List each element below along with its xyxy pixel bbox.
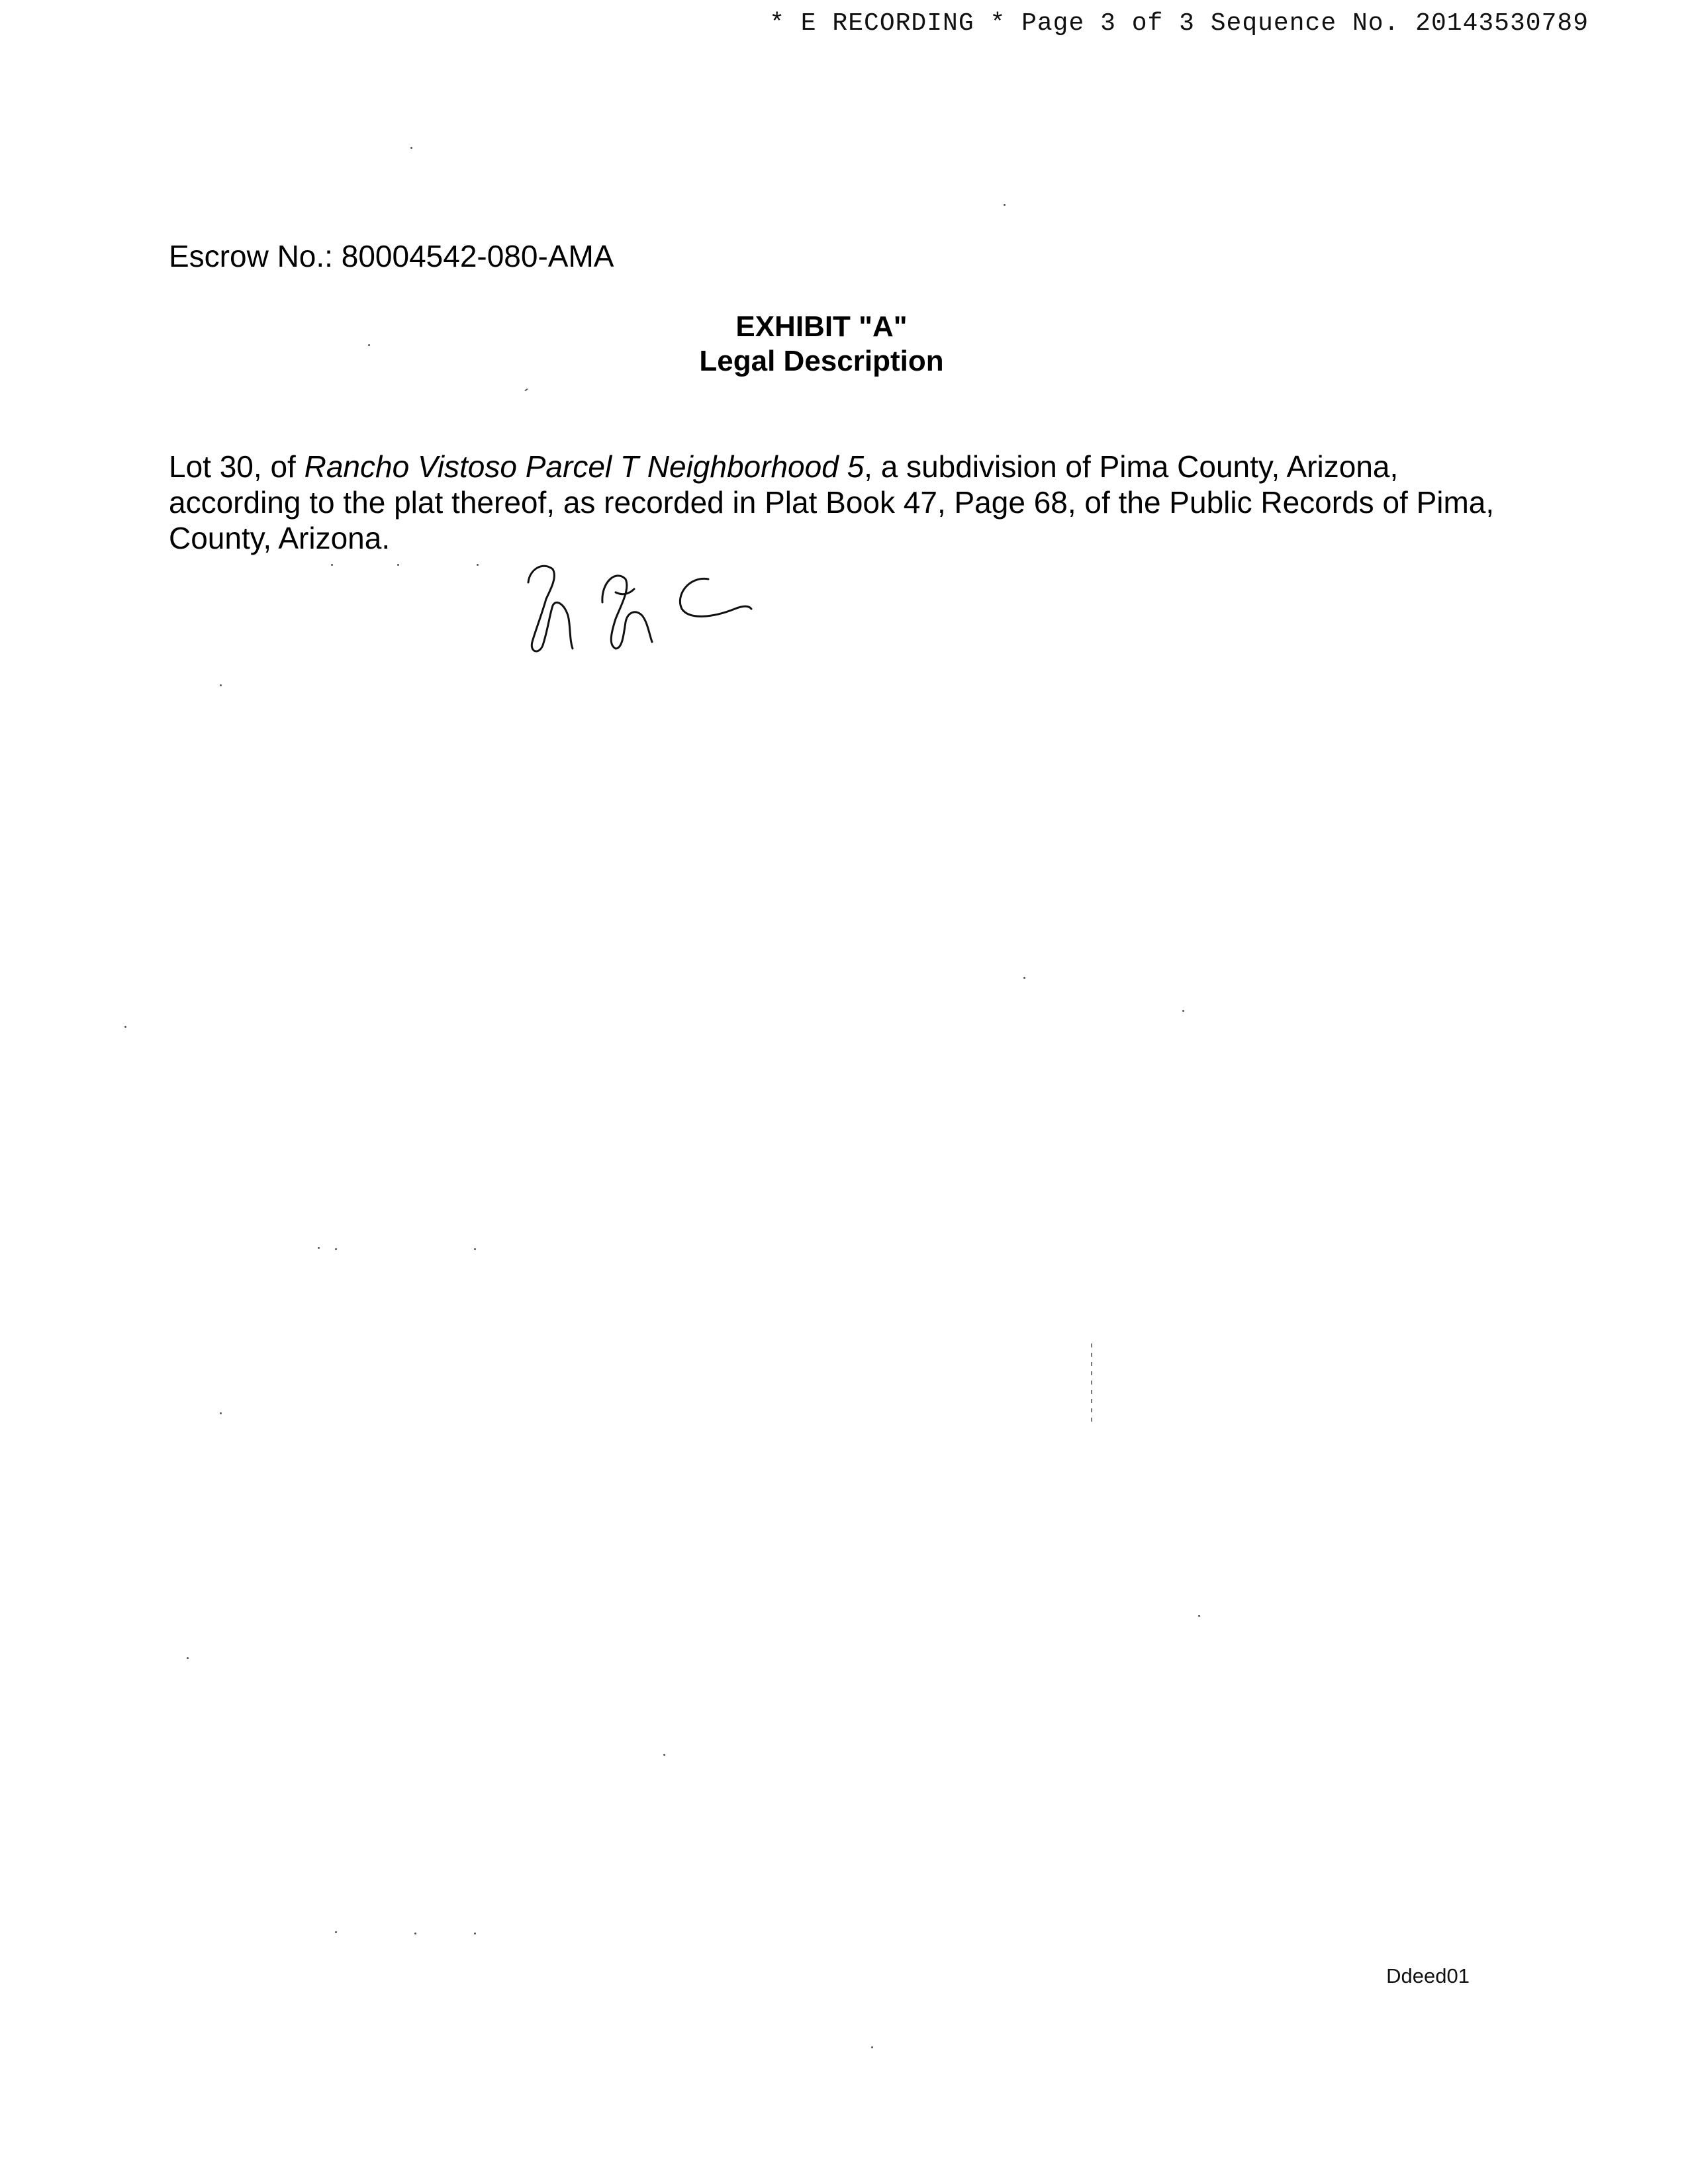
escrow-number-line bbox=[169, 238, 614, 274]
scan-speck bbox=[474, 1248, 476, 1250]
scan-speck bbox=[663, 1754, 665, 1756]
exhibit-title: EXHIBIT "A" bbox=[735, 310, 908, 343]
scan-speck bbox=[124, 1026, 126, 1028]
scan-speck bbox=[368, 344, 370, 346]
form-code: Ddeed01 bbox=[1386, 1964, 1470, 1987]
scan-speck bbox=[331, 564, 333, 566]
scan-speck bbox=[871, 2046, 873, 2048]
scan-speck bbox=[1182, 1010, 1184, 1012]
exhibit-heading bbox=[0, 310, 1643, 379]
scan-speck bbox=[335, 1931, 337, 1933]
scan-streak bbox=[1091, 1343, 1092, 1423]
scan-speck bbox=[524, 388, 528, 391]
scan-speck bbox=[414, 1933, 416, 1934]
scan-speck bbox=[1198, 1615, 1200, 1617]
scan-speck bbox=[477, 564, 479, 566]
scan-speck bbox=[1023, 977, 1025, 979]
scan-speck bbox=[1004, 204, 1006, 206]
scan-speck bbox=[474, 1933, 476, 1934]
scan-speck bbox=[187, 1657, 189, 1659]
legal-description-paragraph bbox=[169, 449, 1513, 556]
handwritten-initials-signature bbox=[516, 543, 781, 675]
scan-speck bbox=[220, 1412, 222, 1414]
scan-speck bbox=[397, 564, 399, 566]
scan-speck bbox=[335, 1248, 337, 1250]
legal-description-suffix: , a subdivision of Pima County, Arizona, according to the plat thereof, as recorded in Plat Book 47, Page 68, of the Public Records of Pima, County, Arizona. bbox=[169, 449, 1495, 555]
recording-header: * E RECORDING * Page 3 of 3 Sequence No. 20143530789 bbox=[769, 9, 1589, 38]
escrow-label: Escrow No.: bbox=[169, 239, 333, 273]
escrow-number: 80004542-080-AMA bbox=[341, 239, 614, 273]
scan-speck bbox=[220, 684, 222, 686]
exhibit-subtitle: Legal Description bbox=[699, 345, 944, 377]
subdivision-name: Rancho Vistoso Parcel T Neighborhood 5 bbox=[304, 449, 865, 484]
legal-description-prefix: Lot 30, of bbox=[169, 449, 305, 484]
scan-speck bbox=[318, 1247, 320, 1249]
scan-speck bbox=[410, 147, 412, 149]
